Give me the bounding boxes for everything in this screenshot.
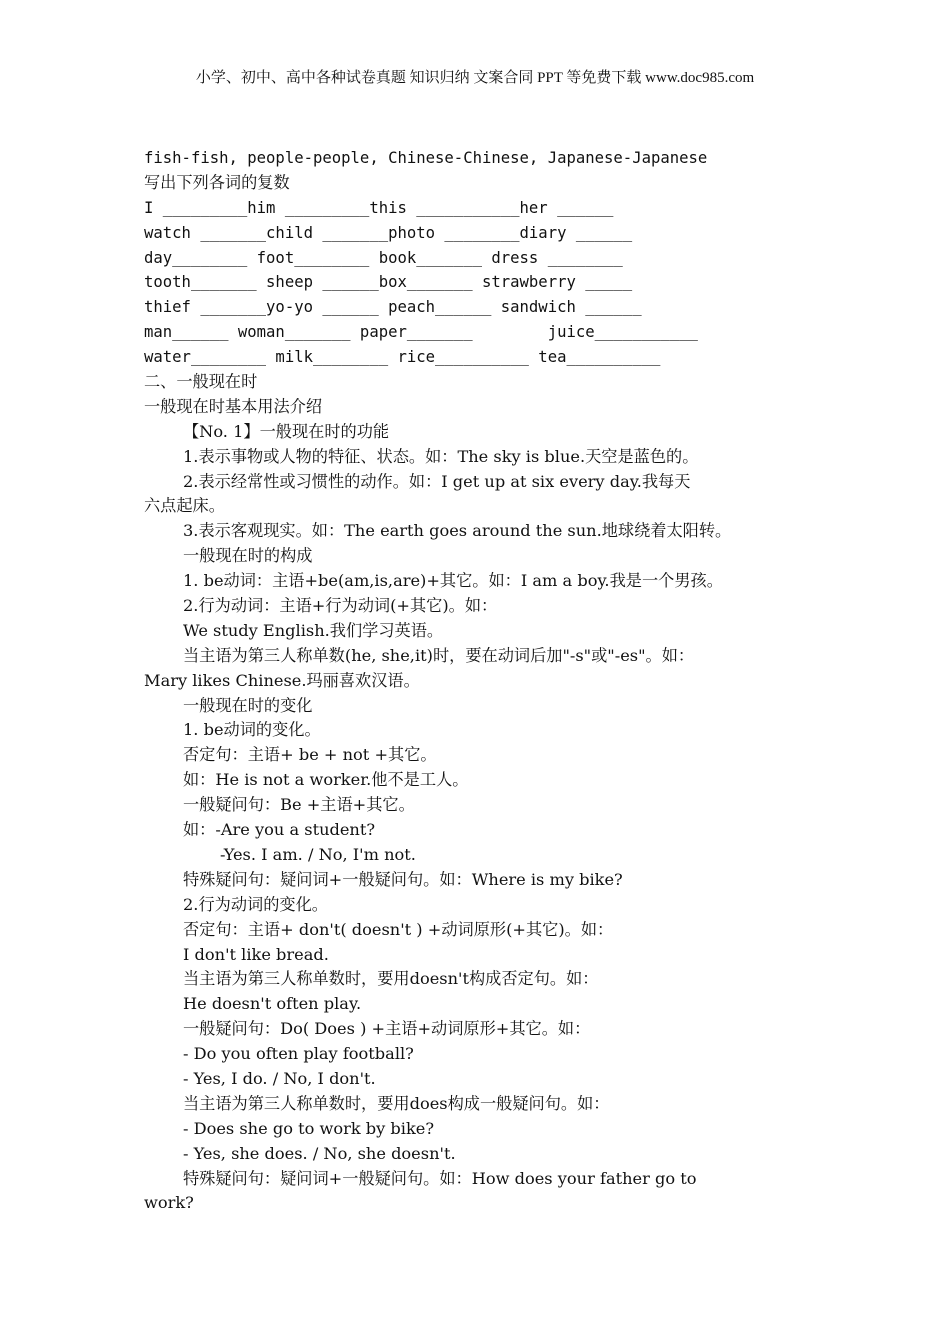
text-line: 2.行为动词的变化。 [183,894,328,914]
example-line: I don't like bread. [183,944,329,964]
example-line: - Yes, she does. / No, she doesn't. [183,1143,456,1163]
exercise-line: watch _______child _______photo ________diary ______ [144,223,633,242]
text-line: 特殊疑问句：疑问词+一般疑问句。如：How does your father go to [183,1168,697,1188]
page-header: 小学、初中、高中各种试卷真题 知识归纳 文案合同 PPT 等免费下载 www.doc985.com [195,70,755,86]
example-line: He doesn't often play. [183,994,362,1014]
example-line: 如：He is not a worker.他不是工人。 [183,770,469,790]
exercise-line: tooth_______ sheep ______box_______ strawberry _____ [144,273,633,292]
text-line: 2.行为动词：主语+行为动词(+其它)。如： [183,596,498,616]
section-heading: 二、一般现在时 [144,372,258,392]
subsection-heading: 一般现在时的变化 [183,695,313,715]
text-line: work? [144,1193,194,1213]
subsection-heading: 一般现在时的构成 [183,546,313,566]
example-line: -Yes. I am. / No, I'm not. [220,844,416,864]
section-heading: 写出下列各词的复数 [144,172,290,192]
section-heading: 一般现在时基本用法介绍 [144,396,323,416]
example-line: We study English.我们学习英语。 [183,620,444,640]
text-line: 1. be动词的变化。 [183,720,321,740]
text-line: 一般疑问句：Do( Does ) +主语+动词原形+其它。如： [183,1019,591,1039]
example-line: 如：-Are you a student? [183,820,376,840]
example-line: - Do you often play football? [183,1044,414,1064]
example-line: - Yes, I do. / No, I don't. [183,1068,376,1088]
text-line: 当主语为第三人称单数(he, she,it)时，要在动词后加"-s"或"-es"。如： [183,645,695,665]
exercise-line: I _________him _________this ___________her ______ [144,198,614,217]
example-line: Mary likes Chinese.玛丽喜欢汉语。 [144,670,420,690]
exercise-line: day________ foot________ book_______ dress ________ [144,248,623,267]
example-line: - Does she go to work by bike? [183,1118,435,1138]
text-line: 否定句：主语+ be + not +其它。 [183,745,437,765]
text-line: fish-fish, people-people, Chinese-Chinese, Japanese-Japanese [144,149,708,167]
text-line: 当主语为第三人称单数时，要用doesn't构成否定句。如： [183,969,599,989]
exercise-line: thief _______yo-yo ______ peach______ sandwich ______ [144,298,642,317]
text-line: 否定句：主语+ don't( doesn't ) +动词原形(+其它)。如： [183,919,614,939]
text-line: 特殊疑问句：疑问词+一般疑问句。如：Where is my bike? [183,869,623,889]
text-line: 2.表示经常性或习惯性的动作。如：I get up at six every day.我每天 [183,471,691,491]
subsection-heading: 【No. 1】一般现在时的功能 [183,421,390,441]
text-line: 1. be动词：主语+be(am,is,are)+其它。如：I am a boy.我是一个男孩。 [183,571,723,591]
text-line: 六点起床。 [144,496,225,516]
exercise-line: water________ milk________ rice__________ tea__________ [144,348,661,367]
text-line: 1.表示事物或人物的特征、状态。如：The sky is blue.天空是蓝色的。 [183,446,699,466]
text-line: 3.表示客观现实。如：The earth goes around the sun.地球绕着太阳转。 [183,521,732,541]
exercise-line: man______ woman_______ paper_______ juice___________ [144,323,698,342]
text-line: 一般疑问句：Be +主语+其它。 [183,795,415,815]
text-line: 当主语为第三人称单数时，要用does构成一般疑问句。如： [183,1093,610,1113]
document-body [144,146,824,1216]
